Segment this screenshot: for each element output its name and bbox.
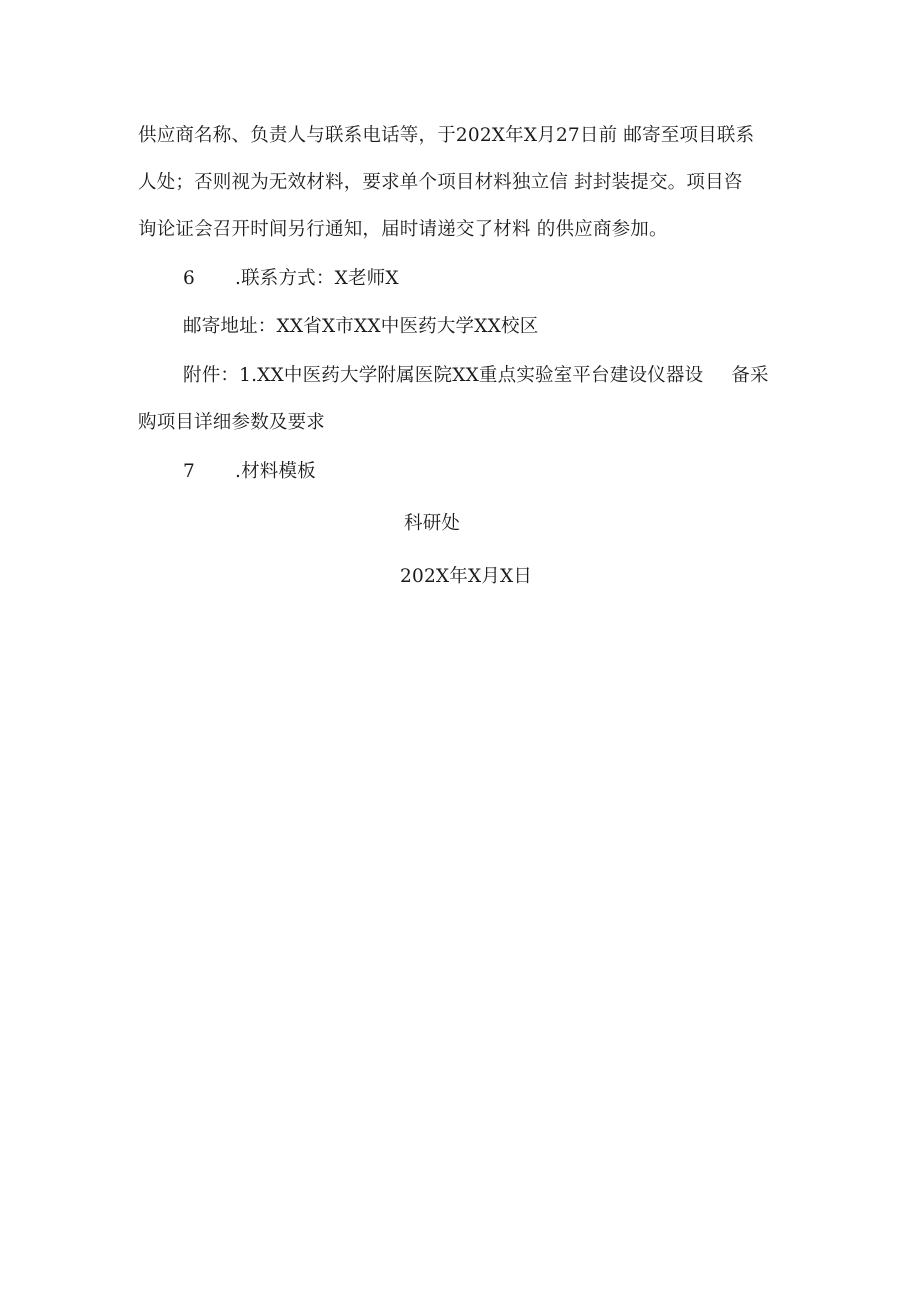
mail-address: 邮寄地址：XX省X市XX中医药大学XX校区 <box>183 316 539 337</box>
attachment-line-2: 购项目详细参数及要求 <box>138 412 326 433</box>
template-text: .材料模板 <box>235 461 316 482</box>
attachment-line-1 <box>183 364 769 388</box>
attachment-text-part1: 附件：1.XX中医药大学附属医院XX重点实验室平台建设仪器设 <box>183 365 704 386</box>
signature-department: 科研处 <box>404 513 461 534</box>
signature-date: 202X年X月X日 <box>400 566 533 587</box>
template-item <box>183 460 316 484</box>
contact-text: .联系方式：X老师X <box>235 268 399 289</box>
attachment-text-part2: 备采 <box>731 365 769 386</box>
paragraph-line-2: 人处；否则视为无效材料，要求单个项目材料独立信 封封装提交。项目咨 <box>138 172 743 193</box>
paragraph-line-3: 询论证会召开时间另行通知，届时请递交了材料 的供应商参加。 <box>138 219 668 240</box>
item-number-7: 7 <box>183 461 195 482</box>
contact-item <box>183 267 399 291</box>
paragraph-line-1: 供应商名称、负责人与联系电话等，于202X年X月27日前 邮寄至项目联系 <box>138 125 755 146</box>
item-number-6: 6 <box>183 268 195 289</box>
